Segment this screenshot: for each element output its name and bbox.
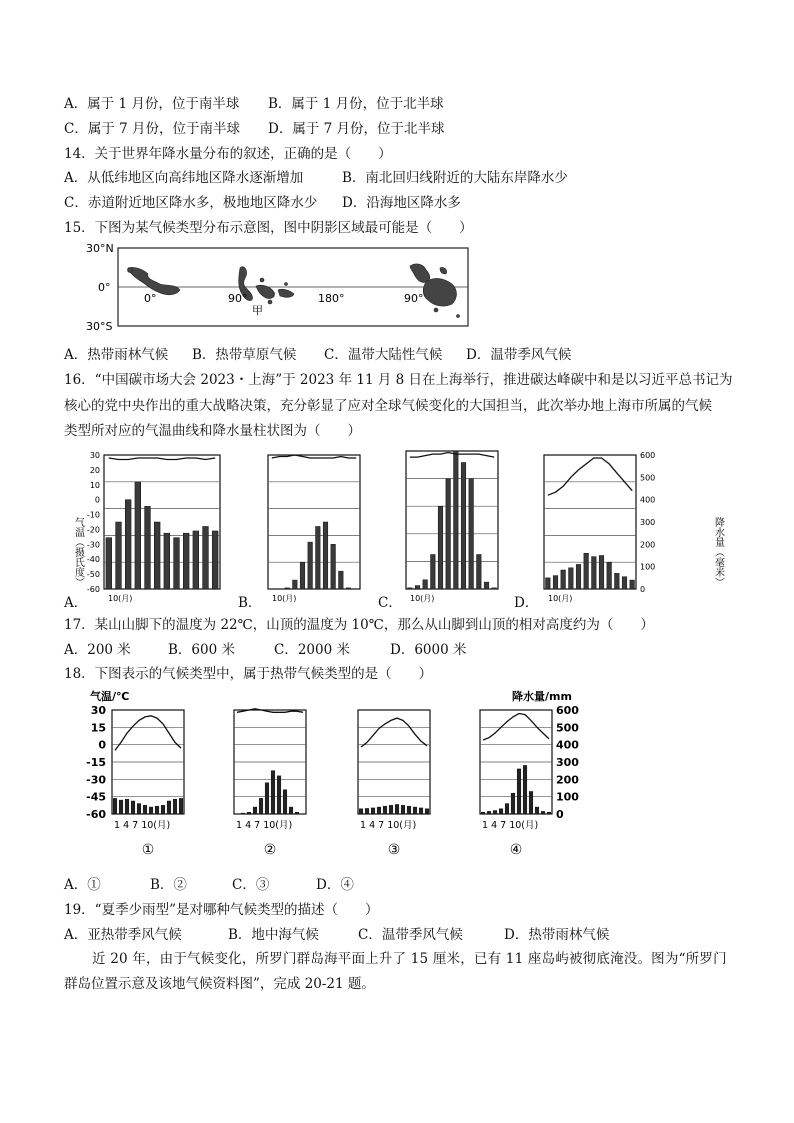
q14-option-d[interactable]: D．沿海地区降水多 xyxy=(342,195,461,211)
q18-temp-tick: -30 xyxy=(86,773,106,787)
lon-label-3: 90° xyxy=(404,292,424,305)
precip-bar xyxy=(331,544,336,589)
q16-option-c[interactable]: C． xyxy=(378,595,402,611)
q19-option-d[interactable]: D．热带雨林气候 xyxy=(504,927,610,943)
precip-bar xyxy=(149,807,153,814)
q18-temp-axis-title: 气温/℃ xyxy=(90,690,130,703)
q16-precip-tick: 400 xyxy=(640,495,656,505)
q14-option-b[interactable]: B．南北回归线附近的大陆东岸降水少 xyxy=(342,170,568,186)
chart-frame xyxy=(406,451,498,589)
q18-option-c[interactable]: C．③ xyxy=(232,877,270,893)
climate-chart-q18-1 xyxy=(234,709,306,858)
precip-bar xyxy=(511,793,515,814)
precip-bar xyxy=(569,568,574,589)
q16-temp-tick: -50 xyxy=(86,570,100,580)
precip-bar xyxy=(154,522,160,589)
q18-chart-label: ④ xyxy=(509,842,523,858)
precip-bar xyxy=(407,806,411,814)
q16-stem-line2: 核心的党中央作出的重大战略决策，充分彰显了应对全球气候变化的大国担当，此次举办地上海市所属的气候 xyxy=(64,398,712,414)
lon-label-1: 90° xyxy=(228,292,248,305)
precip-bar xyxy=(183,533,189,589)
precip-bar xyxy=(438,506,443,589)
q15-stem: 15．下图为某气候类型分布示意图，图中阴影区域最可能是（ ） xyxy=(64,220,473,236)
q18-temp-tick: -60 xyxy=(86,808,106,821)
precip-bar xyxy=(173,799,177,814)
precip-bar xyxy=(561,570,566,589)
climate-chart-q18-2 xyxy=(358,710,430,858)
precip-bar xyxy=(523,765,527,814)
q16-right-axis-label: 降水量（毫米） xyxy=(712,517,724,587)
q18-temp-tick: -15 xyxy=(86,756,106,769)
precip-bar xyxy=(431,555,436,590)
chart-frame xyxy=(544,455,636,589)
precip-bar xyxy=(174,538,180,589)
q14-option-c[interactable]: C．赤道附近地区降水多，极地地区降水少 xyxy=(64,195,318,211)
precip-bar xyxy=(481,812,485,814)
precip-bar xyxy=(615,573,620,589)
precip-bar xyxy=(446,479,451,589)
q16-temp-tick: -30 xyxy=(86,540,100,550)
q14-stem: 14．关于世界年降水量分布的叙述，正确的是（ ） xyxy=(64,146,392,162)
q16-temp-tick: -10 xyxy=(86,510,100,520)
precip-bar xyxy=(265,783,269,814)
q18-temp-tick: -45 xyxy=(86,790,106,804)
precip-bar xyxy=(289,807,293,814)
intro-line2: 群岛位置示意及该地气候资料图”，完成 20-21 题。 xyxy=(64,976,375,992)
precip-bar xyxy=(113,798,117,814)
precip-bar xyxy=(529,791,533,814)
precip-bar xyxy=(484,582,489,589)
precip-bar xyxy=(285,588,290,589)
precip-bar xyxy=(283,790,287,814)
precip-bar xyxy=(469,479,474,589)
precip-bar xyxy=(622,577,627,589)
q16-temp-tick: -60 xyxy=(86,585,100,594)
q16-precip-tick: 600 xyxy=(640,451,656,460)
q16-temp-tick: -20 xyxy=(86,525,100,535)
precip-bar xyxy=(576,564,581,589)
precip-bar xyxy=(164,533,170,589)
precip-bar xyxy=(293,580,298,589)
precip-bar xyxy=(253,807,257,814)
precip-bar xyxy=(300,562,305,589)
chart-frame xyxy=(268,455,360,589)
q17-option-d[interactable]: D．6000 米 xyxy=(390,642,467,658)
q19-stem: 19．“夏季少雨型”是对哪种气候类型的描述（ ） xyxy=(64,902,379,918)
precip-bar xyxy=(247,812,251,814)
q18-precip-tick: 0 xyxy=(556,808,564,821)
q17-option-a[interactable]: A．200 米 xyxy=(64,642,131,658)
precip-bar xyxy=(383,806,387,814)
map-marker-jia: 甲 xyxy=(252,304,263,317)
q16-month-label: 10(月) xyxy=(548,594,573,603)
q18-option-b[interactable]: B．② xyxy=(150,877,187,893)
q16-option-a[interactable]: A． xyxy=(64,595,88,611)
precip-bar xyxy=(454,451,459,589)
q19-option-a[interactable]: A．亚热带季风气候 xyxy=(64,927,182,943)
q18-month-ticks: 1 4 7 10(月) xyxy=(482,820,539,831)
map-shading xyxy=(128,264,460,318)
precip-bar xyxy=(143,805,147,814)
precip-bar xyxy=(423,580,428,589)
q18-month-ticks: 1 4 7 10(月) xyxy=(360,820,417,831)
q18-temp-tick: 15 xyxy=(90,721,106,735)
q17-option-c[interactable]: C．2000 米 xyxy=(274,642,350,658)
intro-line1: 近 20 年，由于气候变化，所罗门群岛海平面上升了 15 厘米，已有 11 座岛屿被彻底淹没。图为“所罗门 xyxy=(92,951,727,967)
precip-bar xyxy=(377,807,381,814)
climate-chart-1 xyxy=(268,455,360,603)
q16-charts xyxy=(60,447,740,611)
precip-bar xyxy=(541,811,545,814)
q15-option-a[interactable]: A．热带雨林气候 xyxy=(64,347,169,363)
precip-bar xyxy=(137,804,141,814)
precip-bar xyxy=(212,531,218,589)
precip-bar xyxy=(413,807,417,814)
q16-left-axis-label: 气温（摄氏度） xyxy=(72,517,84,587)
q18-precip-tick: 600 xyxy=(556,704,579,717)
precip-bar xyxy=(359,809,363,814)
q17-stem: 17．某山山脚下的温度为 22℃，山顶的温度为 10℃，那么从山脚到山顶的相对高度约为（ ） xyxy=(64,617,654,633)
precip-bar xyxy=(119,800,123,814)
precip-bar xyxy=(145,506,151,589)
precip-bar xyxy=(131,801,135,814)
precip-bar xyxy=(553,576,558,589)
precip-bar xyxy=(517,769,521,814)
precip-bar xyxy=(535,807,539,814)
q16-stem-line1: 16．“中国碳市场大会 2023・上海”于 2023 年 11 月 8 日在上海举行，推进碳达峰碳中和是以习近平总书记为 xyxy=(64,372,733,388)
precip-bar xyxy=(607,562,612,589)
q16-precip-tick: 0 xyxy=(640,585,646,594)
precip-bar xyxy=(499,809,503,814)
precip-bar xyxy=(323,522,328,589)
precip-bar xyxy=(592,557,597,589)
precip-bar xyxy=(316,526,321,589)
precip-bar xyxy=(389,805,393,814)
q16-temp-tick: -40 xyxy=(86,555,100,565)
precip-bar xyxy=(395,804,399,814)
precip-bar xyxy=(408,588,413,589)
q16-precip-tick: 200 xyxy=(640,540,656,550)
q18-precip-axis-title: 降水量/mm xyxy=(512,690,572,703)
q16-option-d[interactable]: D． xyxy=(514,595,539,611)
precip-bar xyxy=(425,809,429,814)
precip-bar xyxy=(339,571,344,589)
precip-bar xyxy=(116,522,122,589)
precip-bar xyxy=(125,799,129,814)
q16-precip-tick: 500 xyxy=(640,473,656,483)
precip-bar xyxy=(259,798,263,814)
precip-bar xyxy=(167,801,171,814)
precip-bar xyxy=(505,804,509,814)
precip-bar xyxy=(277,776,281,814)
q16-precip-tick: 300 xyxy=(640,518,656,527)
precip-bar xyxy=(547,812,551,814)
precip-bar xyxy=(106,538,112,589)
q19-option-c[interactable]: C．温带季风气候 xyxy=(358,927,463,943)
q16-temp-tick: 0 xyxy=(94,495,100,505)
q18-chart-label: ① xyxy=(141,842,155,858)
lon-label-2: 180° xyxy=(318,292,345,305)
q18-precip-tick: 400 xyxy=(556,738,579,752)
climate-chart-q18-3 xyxy=(480,710,552,858)
precip-bar xyxy=(493,811,497,814)
precip-bar xyxy=(155,806,159,814)
q14-option-a[interactable]: A．从低纬地区向高纬地区降水逐渐增加 xyxy=(64,170,304,186)
q18-precip-tick: 300 xyxy=(556,756,579,769)
q15-climate-map xyxy=(86,240,486,336)
climate-chart-2 xyxy=(406,451,498,603)
q13-option-d[interactable]: D．属于 7 月份，位于北半球 xyxy=(268,121,445,137)
precip-bar xyxy=(419,808,423,814)
q16-option-b[interactable]: B． xyxy=(238,595,262,611)
climate-chart-q18-0 xyxy=(112,710,184,858)
precip-bar xyxy=(203,526,209,589)
lon-label-0: 0° xyxy=(144,292,157,305)
precip-bar xyxy=(461,463,466,590)
precip-bar xyxy=(295,812,299,814)
q18-precip-tick: 500 xyxy=(556,721,579,735)
precip-bar xyxy=(401,805,405,814)
q13-option-c[interactable]: C．属于 7 月份，位于南半球 xyxy=(64,121,241,137)
precip-bar xyxy=(584,553,589,589)
precip-bar xyxy=(365,808,369,814)
q13-option-b[interactable]: B．属于 1 月份，位于北半球 xyxy=(268,96,444,112)
q16-month-label: 10(月) xyxy=(272,594,297,603)
q18-temp-tick: 30 xyxy=(90,704,106,717)
climate-chart-3 xyxy=(544,455,636,603)
q18-precip-tick: 100 xyxy=(556,790,579,804)
q16-temp-tick: 20 xyxy=(89,465,100,475)
q18-month-ticks: 1 4 7 10(月) xyxy=(114,820,171,831)
precip-bar xyxy=(487,811,491,814)
q18-stem: 18．下图表示的气候类型中，属于热带气候类型的是（ ） xyxy=(64,666,433,682)
q18-charts xyxy=(60,686,580,866)
q18-precip-tick: 200 xyxy=(556,773,579,787)
q18-temp-tick: 0 xyxy=(98,738,106,752)
climate-chart-0 xyxy=(104,455,220,603)
q18-month-ticks: 1 4 7 10(月) xyxy=(236,820,293,831)
q18-chart-label: ② xyxy=(263,842,277,858)
q15-option-d[interactable]: D．温带季风气候 xyxy=(466,347,572,363)
q16-precip-tick: 100 xyxy=(640,562,656,572)
q16-month-label: 10(月) xyxy=(108,594,133,603)
precip-bar xyxy=(161,805,165,814)
precip-bar xyxy=(241,813,245,814)
lat-bottom-label: 30°S xyxy=(86,320,113,332)
q15-option-b[interactable]: B．热带草原气候 xyxy=(192,347,297,363)
precip-bar xyxy=(630,580,635,589)
q16-temp-tick: 30 xyxy=(89,451,100,460)
precip-bar xyxy=(371,808,375,814)
precip-bar xyxy=(271,771,275,814)
q17-option-b[interactable]: B．600 米 xyxy=(168,642,235,658)
precip-bar xyxy=(125,500,131,589)
precip-bar xyxy=(135,482,141,589)
lat-mid-label: 0° xyxy=(98,281,111,294)
q16-month-label: 10(月) xyxy=(410,594,435,603)
q16-stem-line3: 类型所对应的气温曲线和降水量柱状图为（ ） xyxy=(64,423,361,439)
q13-option-a[interactable]: A．属于 1 月份，位于南半球 xyxy=(64,96,240,112)
precip-bar xyxy=(179,798,183,814)
q18-chart-label: ③ xyxy=(387,842,401,858)
precip-bar xyxy=(546,578,551,589)
precip-bar xyxy=(415,586,420,589)
precip-bar xyxy=(477,555,482,590)
q16-temp-tick: 10 xyxy=(89,480,100,490)
precip-bar xyxy=(492,588,497,589)
q15-option-c[interactable]: C．温带大陆性气候 xyxy=(324,347,443,363)
q18-option-d[interactable]: D．④ xyxy=(316,877,354,893)
q19-option-b[interactable]: B．地中海气候 xyxy=(228,927,319,943)
precip-bar xyxy=(346,588,351,589)
lat-top-label: 30°N xyxy=(86,242,114,255)
precip-bar xyxy=(193,531,199,589)
q18-option-a[interactable]: A．① xyxy=(64,877,101,893)
precip-bar xyxy=(599,556,604,590)
precip-bar xyxy=(308,542,313,589)
